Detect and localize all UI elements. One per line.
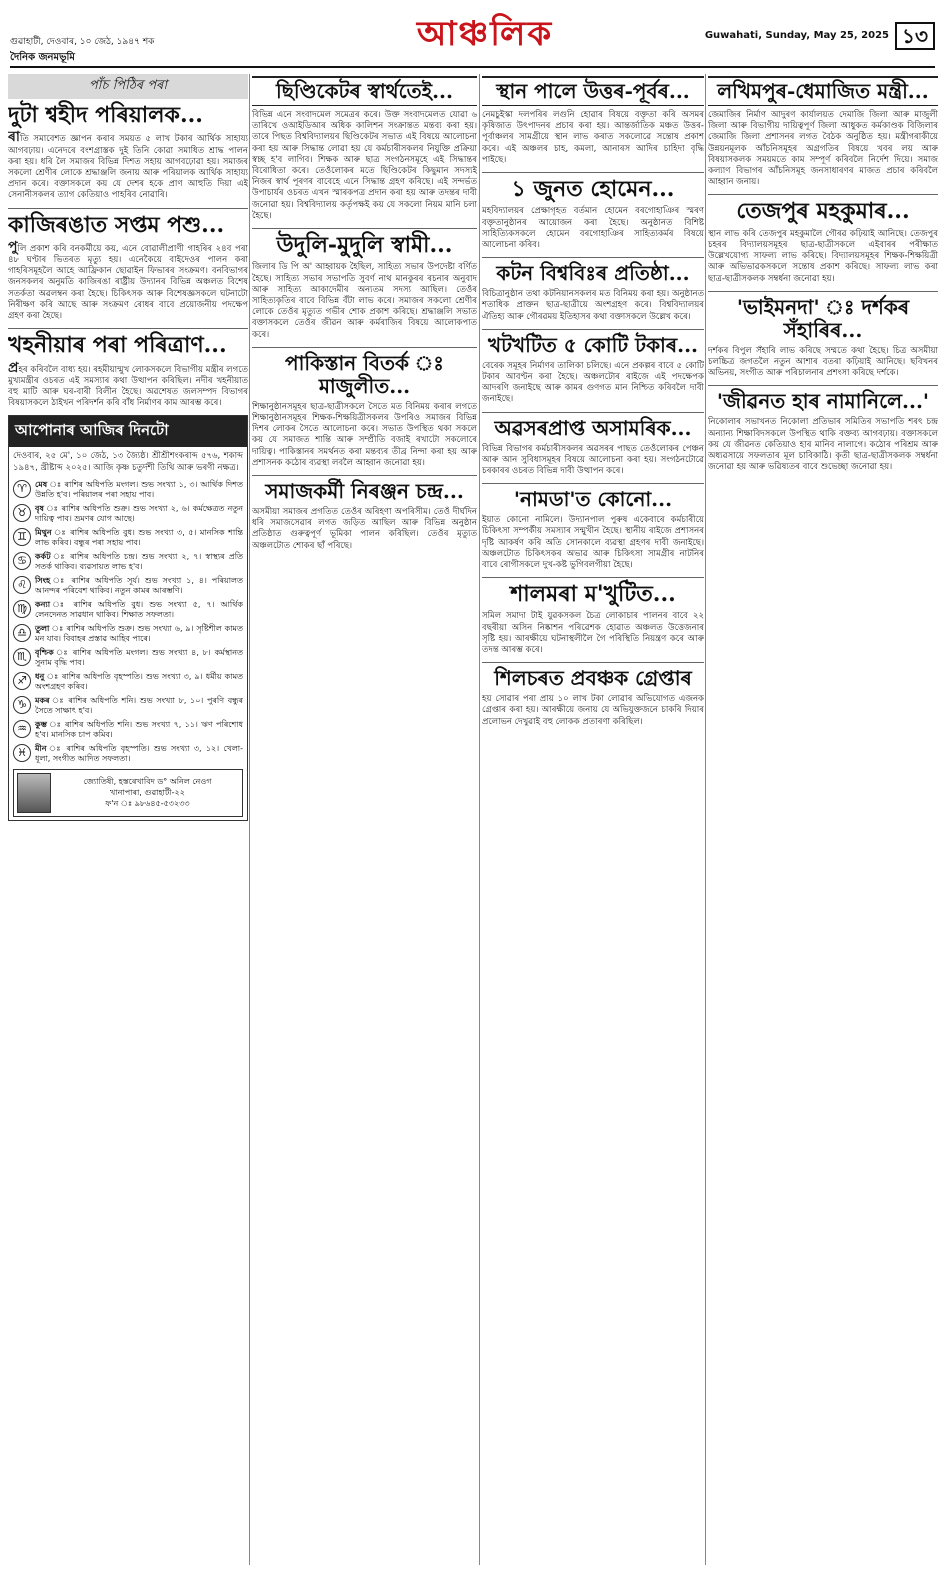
headline: সমাজকৰ্মী নিৰঞ্জন চন্দ্ৰ... (265, 478, 464, 503)
astrologer-phone: ফ'ন ঃ ৯৮৬৪৫-৫৩২৩৩ (105, 799, 190, 809)
zodiac-text: কুম্ভ ঃ ৰাশিৰ অধিপতি শনি। শুভ সংখ্যা ৭, ১১। ঋণ পৰিশোধ হ'ব। মানসিক চাপ কমিব। (35, 719, 243, 740)
headline: কাজিৰঙাত সপ্তম পশু... (8, 211, 225, 238)
divider (252, 228, 477, 229)
divider (482, 483, 704, 484)
headline: ছিণ্ডিকেটৰ স্বাৰ্থতেই... (252, 76, 477, 106)
page-number: ১৩ (895, 22, 935, 50)
column-2 (252, 74, 477, 1565)
zodiac-sign-name: মীন (35, 743, 47, 753)
divider (8, 208, 248, 209)
article-body: পুলি প্ৰকাশ কৰি বনকৰ্মীয়ে কয়, এনে বোৱালীপ্ৰাণী গাহৰিৰ ২৪ব পৰা ৪৮ ঘণ্টাৰ ভিতৰত মৃত্যু হয়। এনেকৈয়ে বাইদেওৰ পালন কৰা গাহৰিসমূহলৈ আহে আফ্ৰিকান ছোৱাইন ফিভাৰৰ সংক্ৰমণ। বনবিভাগৰ জনসকলৰ অনুমতি কাজিৰঙা ৰাষ্ট্ৰীয় উদ্যানৰ বিভিন্ন অঞ্চলত বিশেষ সতৰ্কতা অৱলম্বন কৰা হৈছে। চিকিৎসক আৰু বিশেষজ্ঞসকলে ঘটনাটো নিৰীক্ষণ কৰি আছে আৰু সংক্ৰমণ ৰোধৰ বাবে প্ৰয়োজনীয় পদক্ষেপ গ্ৰহণ কৰা হৈছে। (8, 238, 248, 322)
divider (252, 475, 477, 476)
divider (482, 172, 704, 173)
zodiac-forecast: ৰাশিৰ অধিপতি শুক্ৰ। শুভ সংখ্যা ৬, ৯। সৃষ্টিশীল কামত মন যাব। বিবাহৰ প্ৰস্তাৱ আহিব পাৰে। (35, 623, 243, 644)
headline: লখিমপুৰ-ধেমাজিত মন্ত্ৰী... (708, 76, 938, 106)
column-1 (8, 74, 248, 1565)
zodiac-sign-name: বৃষ (35, 503, 44, 513)
divider (8, 328, 248, 329)
zodiac-entry (13, 480, 243, 501)
article-body: মহবিদ্যালয়ৰ প্ৰেক্ষাগৃহত বৰ্তমান হোমেন বৰগোহাঞিৰ স্মৰণ বক্তৃতানুষ্ঠানৰ আয়োজন কৰা হৈছে। অনুষ্ঠানত বিশিষ্ট সাহিত্যিকসকলে হোমেন বৰগোহাঞিৰ সাহিত্যকৰ্মৰ বিষয়ে আলোচনা কৰিব। (482, 206, 704, 250)
article-body: নিকোলাৰ সভাখনত নিকোলা প্ৰতিভাৰ সমিতিৰ সভাপতি শৰৎ চন্দ্ৰ অন্যান্য শিক্ষাবিদসকলে উপস্থিত থাকি বক্তব্য আগবঢ়ায়। বক্তাসকলে কয় যে জীৱনত কেতিয়াও হাৰ মানিব নালাগে। কঠোৰ পৰিশ্ৰম আৰু অধ্যৱসায়ে সফলতাৰ মূল চাবিকাঠি। কৃতী ছাত্ৰ-ছাত্ৰীসকলক সম্বৰ্ধনা জনোৱা হয় আৰু ভৱিষ্যতৰ বাবে শুভেচ্ছা জনোৱা হয়। (708, 417, 938, 473)
zodiac-entry (13, 528, 243, 549)
zodiac-icon: ♓ (13, 744, 31, 762)
date-english: Guwahati, Sunday, May 25, 2025 (704, 30, 889, 41)
divider (708, 194, 938, 195)
headline: পাকিস্তান বিতৰ্ক ঃ মাজুলীত... (285, 350, 444, 398)
divider (482, 257, 704, 258)
column-4 (708, 74, 938, 1565)
divider (482, 412, 704, 413)
astrologer-card (13, 769, 243, 817)
column-divider (479, 74, 480, 1565)
headline: খটখটিত ৫ কোটি টকাৰ... (487, 332, 699, 357)
zodiac-icon: ♏ (13, 648, 31, 666)
zodiac-icon: ♌ (13, 576, 31, 594)
divider (482, 329, 704, 330)
zodiac-sign-name: মিথুন (35, 527, 52, 537)
zodiac-forecast: ৰাশিৰ অধিপতি মংগল। শুভ সংখ্যা ৪, ৮। কৰ্মস্থানত সুনাম বৃদ্ধি পাব। (35, 647, 243, 668)
zodiac-entry (13, 696, 243, 717)
column-divider (705, 74, 706, 1565)
article-body: বিভিন্ন এনে সংবাদমেল সমেত্ৰৰ কৰে। উক্ত সংবাদমেলত যোৱা ৬ তাৰিখে ওআইডিআৰ অধিক কালিশন সংক্ৰান্তত মন্তব্য কৰা হয়। তাৰে পিছত বিশ্ববিদ্যালয়ৰ ছিণ্ডিকেটৰ সভাত এই বিষয়ে আলোচনা কৰা হয় আৰু সিদ্ধান্ত লোৱা হয় যে কৰ্মচাৰীসকলৰ নিযুক্তি প্ৰক্ৰিয়া স্বচ্ছ হ'ব লাগিব। শিক্ষক আৰু ছাত্ৰ সংগঠনসমূহে এই সিদ্ধান্তৰ বিৰোধিতা কৰে। তেওঁলোকৰ মতে ছিণ্ডিকেটৰ কিছুমান সদস্যই নিজৰ স্বাৰ্থ পূৰণৰ বাবেহে এনে সিদ্ধান্ত গ্ৰহণ কৰিছে। এই সন্দৰ্ভত উপাচাৰ্যৰ ওচৰত এখন স্মাৰকপত্ৰ প্ৰদান কৰা হয় আৰু তদন্তৰ দাবী জনোৱা হয়। বিশ্ববিদ্যালয় কৰ্তৃপক্ষই কয় যে সকলো নিয়ম মানি চলা হৈছে। (252, 110, 477, 221)
zodiac-text: কৰ্কট ঃ ৰাশিৰ অধিপতি চন্দ্ৰ। শুভ সংখ্যা ২, ৭। স্বাস্থ্যৰ প্ৰতি সতৰ্ক থাকিব। ব্যৱসায়ত লাভ হ'ব। (35, 551, 243, 572)
headline: 'নামডা'ত কোনো... (513, 487, 673, 512)
zodiac-text: মেষ ঃ ৰাশিৰ অধিপতি মংগল। শুভ সংখ্যা ১, ৩। আৰ্থিক দিশত উন্নতি হ'ব। পৰিয়ালৰ পৰা সহায় পাব। (35, 479, 244, 500)
zodiac-icon: ♎ (13, 624, 31, 642)
zodiac-entry (13, 648, 243, 669)
headline: ১ জুনত হোমেন... (511, 176, 675, 203)
zodiac-entry (13, 720, 243, 741)
zodiac-entry (13, 600, 243, 621)
zodiac-forecast: ৰাশিৰ অধিপতি বুধ। শুভ সংখ্যা ৫, ৭। আৰ্থিক লেনদেনত সাৱধান থাকিব। শিক্ষাত সফলতা। (35, 599, 243, 620)
article-body: বেৰেক সমূহৰ নিৰ্মাণৰ তালিকা চলিছে। এনে প্ৰকল্পৰ বাবে ৫ কোটি টকাৰ আবণ্টন কৰা হৈছে। অঞ্চলটোৰ ৰাইজে এই পদক্ষেপক আদৰণি জনাইছে আৰু কামৰ গুণগত মান নিশ্চিত কৰিবলৈ দাবী জনাইছে। (482, 360, 704, 405)
zodiac-entry (13, 576, 243, 597)
headline: স্থান পালে উত্তৰ-পূৰ্বৰ... (482, 76, 704, 106)
divider (482, 577, 704, 578)
zodiac-sign-name: বৃশ্চিক (35, 647, 54, 657)
article-body: অসমীয়া সমাজৰ প্ৰগতিত তেওঁৰ অৰিহণা অপৰিসীম। তেওঁ দীৰ্ঘদিন ধৰি সমাজসেৱাৰ লগত জড়িত আছিল আৰু বিভিন্ন অনুষ্ঠান প্ৰতিষ্ঠাত গুৰুত্বপূৰ্ণ ভূমিকা পালন কৰিছিল। তেওঁৰ মৃত্যুত অঞ্চলটোত শোকৰ ছাঁ পৰিছে। (252, 506, 477, 551)
section-title: আঞ্চলিক (416, 14, 554, 54)
zodiac-icon: ♈ (13, 480, 31, 498)
article-body: ইয়াত কোনো নামিলে। উদ্যানপাল পুৰুষ একেবাৰে কৰ্মচাৰীয়ে চিকিৎসা সম্পৰ্কীয় সমস্যাৰ সন্মুখীন হৈছে। স্থানীয় ৰাইজে প্ৰশাসনৰ দৃষ্টি আকৰ্ষণ কৰি অতি সোনকালে ব্যৱস্থা গ্ৰহণৰ দাবী জনাইছে। অঞ্চলটোত চিকিৎসকৰ অভাৱ আৰু চিকিৎসা সামগ্ৰীৰ নাটনিৰ বাবে ৰোগীসকলে দুখ-কষ্ট ভুগিবলগীয়া হৈছে। (482, 515, 704, 570)
divider (252, 347, 477, 348)
zodiac-sign-name: মেষ (35, 479, 48, 489)
zodiac-sign-name: তুলা (35, 623, 50, 633)
zodiac-forecast: ৰাশিৰ অধিপতি শনি। শুভ সংখ্যা ৮, ১০। পুৰণি বন্ধুৰ সৈতে সাক্ষাৎ হ'ব। (35, 695, 244, 716)
astrologer-address: খানাপাৰা, গুৱাহাটী-২২ (110, 788, 185, 798)
zodiac-entry (13, 744, 243, 765)
article-body: জেমাজিৰ নিৰ্মাণ আদুৰণ কাৰ্যালয়ত দেমাজি জিলা আৰু মাজুলী জিলা আৰু বিভাগীয় দায়িত্বপূৰ্ণ জিলা আধুকত কৰ্মকাণ্ডক বিজিলাৰ জেমাজি জিলা প্ৰশাসনৰ লগত বৈঠক অনুষ্ঠিত হয়। মন্ত্ৰীগৰাকীয়ে উন্নয়নমূলক আঁচনিসমূহৰ অগ্ৰগতিৰ বিষয়ে খবৰ লয় আৰু বিষয়াসকলক সময়মতে কাম সম্পূৰ্ণ কৰিবলৈ নিৰ্দেশ দিয়ে। সমাজ কল্যাণ বিভাগৰ আঁচনিসমূহ জনসাধাৰণৰ মাজত প্ৰচাৰ কৰিবলৈ আহ্বান জনায়। (708, 110, 938, 188)
article-body: নেমচুইস্কা দলপৰিৰ লগুনি হোৱাৰ বিষয়ে বক্তৃতা কৰি অসমৰ কৃষিজাত উৎপাদনৰ প্ৰচাৰ কৰা হয়। আন্তৰ্জাতিক মঞ্চত উত্তৰ-পূৰ্বাঞ্চলৰ সামগ্ৰীয়ে স্থান লাভ কৰাত সকলোৱে সন্তোষ প্ৰকাশ কৰে। এই অঞ্চলৰ চাহ, কমলা, আনাৰস আদিৰ চাহিদা বৃদ্ধি পাইছে। (482, 110, 704, 165)
zodiac-entry (13, 552, 243, 573)
zodiac-sign-name: সিংহ (35, 575, 51, 585)
zodiac-sign-name: কুম্ভ (35, 719, 47, 729)
article-body: জিলাৰ ডি পি অ' আহ্বায়ক হৈছিল, সাহিত্য সভাৰ উপদেষ্টা বৰ্ণিত হৈছে। সাহিত্য সভাৰ সভাপতি সুবৰ্ণ নাথ মানকুৰৰ ৰচনাৰ অনুবাদ আৰু সাহিত্য আকাদেমীৰ অন্যতম সদস্য আছিল। তেওঁৰ সাহিত্যকৃতিৰ বাবে বিভিন্ন বঁটা লাভ কৰে। সমাজৰ সকলো শ্ৰেণীৰ লোকে তেওঁৰ মৃত্যুত গভীৰ শোক প্ৰকাশ কৰিছে। শ্ৰদ্ধাঞ্জলি সভাত বক্তাসকলে তেওঁৰ জীৱন আৰু কৰ্মৰাজিৰ বিষয়ে আলোকপাত কৰে। (252, 262, 477, 340)
column-3 (482, 74, 704, 1565)
divider (708, 291, 938, 292)
zodiac-forecast: ৰাশিৰ অধিপতি সূৰ্য। শুভ সংখ্যা ১, ৪। পৰিয়ালত আনন্দৰ পৰিবেশ থাকিব। নতুন কামৰ আৰম্ভণি। (35, 575, 243, 596)
masthead (10, 8, 935, 68)
zodiac-icon: ♊ (13, 528, 31, 546)
headline: 'জীৱনত হাৰ নামানিলে...' (716, 389, 930, 414)
zodiac-icon: ♉ (13, 504, 31, 522)
article-body: হয় সোৱাৰ পৰা প্ৰায় ১০ লাখ টকা লোৱাৰ অভিযোগত এজনক গ্ৰেপ্তাৰ কৰা হয়। আৰক্ষীয়ে জনায় যে অভিযুক্তজনে চাকৰি দিয়াৰ প্ৰলোভন দেখুৱাই বহু লোকক প্ৰতাৰণা কৰিছিল। (482, 694, 704, 727)
article-body: শিক্ষানুষ্ঠানসমূহৰ ছাত্ৰ-ছাত্ৰীসকলে সৈতে মত বিনিময় কৰাৰ লগতে শিক্ষানুষ্ঠানসমূহৰ শিক্ষক-শিক্ষয়িত্ৰীসকলৰ উপৰিও সমাজৰ বিভিন্ন দিশৰ লোকৰ সৈতে আলোচনা কৰে। সভাত উপস্থিত থকা সকলে কয় যে সমাজত শান্তি আৰু সম্প্ৰীতি বজাই ৰখাটো সকলোৰে দায়িত্ব। পাকিস্তানৰ সমৰ্থনত কৰা মন্তব্যৰ তীব্ৰ নিন্দা কৰা হয় আৰু প্ৰশাসনক কঠোৰ ব্যৱস্থা লবলৈ আহ্বান জনোৱা হয়। (252, 401, 477, 468)
zodiac-text: বৃষ ঃ ৰাশিৰ অধিপতি শুক্ৰ। শুভ সংখ্যা ২, ৬। কৰ্মক্ষেত্ৰত নতুন দায়িত্ব পাব। ভ্ৰমণৰ যোগ আছে। (35, 503, 244, 524)
divider (482, 662, 704, 663)
zodiac-text: বৃশ্চিক ঃ ৰাশিৰ অধিপতি মংগল। শুভ সংখ্যা ৪, ৮। কৰ্মস্থানত সুনাম বৃদ্ধি পাব। (35, 647, 243, 668)
zodiac-forecast: ৰাশিৰ অধিপতি চন্দ্ৰ। শুভ সংখ্যা ২, ৭। স্বাস্থ্যৰ প্ৰতি সতৰ্ক থাকিব। ব্যৱসায়ত লাভ হ'ব। (35, 551, 243, 572)
article-body: স্থান লাভ কৰি তেজপুৰ মহকুমালৈ গৌৰৱ কঢ়িয়াই আনিছে। তেজপুৰ চহৰৰ বিদ্যালয়সমূহৰ ছাত্ৰ-ছাত্ৰীসকলে এইবাৰৰ পৰীক্ষাত উল্লেখযোগ্য সাফল্য লাভ কৰিছে। বিদ্যালয়সমূহৰ শিক্ষক-শিক্ষয়িত্ৰী আৰু অভিভাৱকসকলে সন্তোষ প্ৰকাশ কৰিছে। সাফল্য লাভ কৰা ছাত্ৰ-ছাত্ৰীসকলক সম্বৰ্ধনা জনোৱা হয়। (708, 228, 938, 284)
horoscope-box (8, 415, 248, 820)
article-body: ৰাতি সমাবেশত জ্ঞাপন কৰাৰ সময়ত ৫ লাখ টকাৰ আৰ্থিক সাহায্য আগবঢ়ায়। এনেদৰে বংশগ্ৰাস্তক দুই তিনি কোৱা সমাধিত শ্ৰাদ্ধ পালন কৰা হয়। ধৰি লৈ সমাজৰ বিভিন্ন দিশত সহায় আগবঢ়োৱা হয়। সমাজৰ সকলো শ্ৰেণীৰ লোকে শ্ৰদ্ধাঞ্জলি জনায় আৰু পৰিয়ালক আৰ্থিক সাহায্য প্ৰদান কৰে। বক্তাসকলে কয় যে দেশৰ হকে প্ৰাণ আহুতি দিয়া এই সেনানীসকলৰ ত্যাগ কেতিয়াও পাহৰিব নোৱাৰি। (8, 129, 248, 201)
astrologer-info (56, 776, 239, 809)
zodiac-list (13, 480, 243, 765)
zodiac-forecast: ৰাশিৰ অধিপতি শুক্ৰ। শুভ সংখ্যা ২, ৬। কৰ্মক্ষেত্ৰত নতুন দায়িত্ব পাব। ভ্ৰমণৰ যোগ আছে। (35, 503, 244, 524)
zodiac-text: ধনু ঃ ৰাশিৰ অধিপতি বৃহস্পতি। শুভ সংখ্যা ৩, ৯। ধৰ্মীয় কামত অংশগ্ৰহণ কৰিব। (35, 671, 244, 692)
masthead-left (10, 36, 154, 64)
zodiac-icon: ♐ (13, 672, 31, 690)
article-body: সমিল সমাদা টাই যুৱকসকল চৈত্ৰ লোকাচাৰ পালনৰ বাবে ২২ বছৰীয়া অসিন নিষ্কাশন পৰিৱেশক হোৱাত অঞ্চলত উত্তেজনাৰ সৃষ্টি হয়। আৰক্ষীয়ে ঘটনাস্থলীলৈ গৈ পৰিস্থিতি নিয়ন্ত্ৰণ কৰে আৰু তদন্ত আৰম্ভ কৰে। (482, 611, 704, 656)
headline: শালমৰা ম'খুটিত... (510, 581, 676, 608)
zodiac-entry (13, 672, 243, 693)
headline: উদুলি-মুদুলি স্বামী... (276, 232, 453, 259)
zodiac-icon: ♑ (13, 696, 31, 714)
zodiac-forecast: ৰাশিৰ অধিপতি শনি। শুভ সংখ্যা ৭, ১১। ঋণ পৰিশোধ হ'ব। মানসিক চাপ কমিব। (35, 719, 243, 740)
column-divider (249, 74, 250, 1565)
zodiac-text: সিংহ ঃ ৰাশিৰ অধিপতি সূৰ্য। শুভ সংখ্যা ১, ৪। পৰিয়ালত আনন্দৰ পৰিবেশ থাকিব। নতুন কামৰ আৰম্ভণি। (35, 575, 243, 596)
zodiac-icon: ♍ (13, 600, 31, 618)
zodiac-forecast: ৰাশিৰ অধিপতি বৃহস্পতি। শুভ সংখ্যা ৩, ৯। ধৰ্মীয় কামত অংশগ্ৰহণ কৰিব। (35, 671, 244, 692)
headline: কটন বিশ্ববিঃৰ প্ৰতিষ্ঠা... (496, 261, 690, 286)
horoscope-intro: দেওবাৰ, ২৫ মে', ১০ জেঠ, ১৩ জ্যৈষ্ঠ। শ্ৰীশ্ৰীশংকৰাব্দ ৫৭৬, শকাব্দ ১৯৪৭, খ্ৰীষ্টাব্দ ২০২৫। আজি কৃষ্ণ চতুৰ্দশী তিথি আৰু ভৰণী নক্ষত্ৰ। (13, 451, 243, 473)
zodiac-entry (13, 624, 243, 645)
headline: দুটা শ্বহীদ পৰিয়ালক... (8, 102, 203, 128)
paper-name: দৈনিক জনমভূমি (10, 52, 75, 63)
astrologer-name: জ্যোতিষী, হস্তৰেখাবিদ ড° অনিল নেওগ (83, 777, 212, 787)
zodiac-text: কন্যা ঃ ৰাশিৰ অধিপতি বুধ। শুভ সংখ্যা ৫, ৭। আৰ্থিক লেনদেনত সাৱধান থাকিব। শিক্ষাত সফলতা। (35, 599, 243, 620)
headline: খহনীয়াৰ পৰা পৰিত্ৰাণ... (8, 332, 227, 359)
article-body: দৰ্শকৰ বিপুল সঁহাৰি লাভ কৰিছে সম্মতে কথা হৈছে। চিত্ৰ অসমীয়া চলচ্চিত্ৰ জগতলৈ নতুন আশাৰ বতৰা কঢ়িয়াই আনিছে। ছবিখনৰ অভিনয়, সংগীত আৰু পৰিচালনাৰ প্ৰশংসা কৰিছে দৰ্শকে। (708, 345, 938, 379)
zodiac-text: মীন ঃ ৰাশিৰ অধিপতি বৃহস্পতি। শুভ সংখ্যা ৩, ১২। খেলা-ধূলা, সংগীত আদিত সফলতা। (35, 743, 244, 764)
astrologer-photo (17, 773, 51, 813)
continued-kicker: পাঁচ পিঠিৰ পৰা (8, 74, 248, 99)
zodiac-icon: ♒ (13, 720, 31, 738)
headline: অৱসৰপ্ৰাপ্ত অসামৰিক... (494, 415, 692, 440)
zodiac-sign-name: কৰ্কট (35, 551, 51, 561)
zodiac-forecast: ৰাশিৰ অধিপতি বুধ। শুভ সংখ্যা ৩, ৫। মানসিক শান্তি লাভ কৰিব। বন্ধুৰ পৰা সহায় পাব। (35, 527, 244, 548)
zodiac-text: তুলা ঃ ৰাশিৰ অধিপতি শুক্ৰ। শুভ সংখ্যা ৬, ৯। সৃষ্টিশীল কামত মন যাব। বিবাহৰ প্ৰস্তাৱ আহিব পাৰে। (35, 623, 243, 644)
zodiac-entry (13, 504, 243, 525)
article-body: প্ৰহৰ কৰিবলৈ বাধ্য হয়। ৰহমীয়ান্মুখ লোকসকলে বিভাগীয় মন্ত্ৰীৰ লগতে মুখ্যমন্ত্ৰীৰ ওচৰত এই সমস্যাৰ কথা উত্থাপন কৰিছিল। নদীৰ খহনীয়াত বহু মাটি আৰু ঘৰ-বাৰী বিলীন হৈছে। অৱশেষত জলসম্পদ বিভাগৰ বিষয়াসকলে ঠাইখন পৰিদৰ্শন কৰি বাঁধ নিৰ্মাণৰ কাম আৰম্ভ কৰে। (8, 359, 248, 409)
article-body: বিচিত্ৰানুষ্ঠান তথা কটনিয়ানসকলৰ মত বিনিময় কৰা হয়। অনুষ্ঠানত শতাধিক প্ৰাক্তন ছাত্ৰ-ছাত্ৰীয়ে অংশগ্ৰহণ কৰে। বিশ্ববিদ্যালয়ৰ ঐতিহ্য আৰু গৌৰৱময় ইতিহাসৰ কথা বক্তাসকলে উল্লেখ কৰে। (482, 289, 704, 322)
date-local: গুৱাহাটী, দেওবাৰ, ১০ জেঠ, ১৯৪৭ শক (10, 37, 155, 47)
divider (708, 385, 938, 386)
article-body: বিভিন্ন বিভাগৰ কৰ্মচাৰীসকলৰ অৱসৰৰ পাছত তেওঁলোকৰ পেঞ্চন আৰু আন সুবিধাসমূহৰ বিষয়ে আলোচনা কৰা হয়। সংগঠনটোৱে চৰকাৰৰ ওচৰত বিভিন্ন দাবী উত্থাপন কৰে। (482, 443, 704, 476)
zodiac-icon: ♋ (13, 552, 31, 570)
zodiac-forecast: ৰাশিৰ অধিপতি মংগল। শুভ সংখ্যা ১, ৩। আৰ্থিক দিশত উন্নতি হ'ব। পৰিয়ালৰ পৰা সহায় পাব। (35, 479, 244, 500)
zodiac-sign-name: মকৰ (35, 695, 50, 705)
zodiac-sign-name: ধনু (35, 671, 45, 681)
headline: 'ভাইমনদা' ঃ দৰ্শকৰ সঁহাৰিৰ... (736, 294, 910, 342)
zodiac-sign-name: কন্যা (35, 599, 51, 609)
zodiac-forecast: ৰাশিৰ অধিপতি বৃহস্পতি। শুভ সংখ্যা ৩, ১২। খেলা-ধূলা, সংগীত আদিত সফলতা। (35, 743, 244, 764)
zodiac-text: মিথুন ঃ ৰাশিৰ অধিপতি বুধ। শুভ সংখ্যা ৩, ৫। মানসিক শান্তি লাভ কৰিব। বন্ধুৰ পৰা সহায় পাব। (35, 527, 244, 548)
headline: তেজপুৰ মহকুমাৰ... (736, 198, 910, 225)
headline: শিলচৰত প্ৰবঞ্চক গ্ৰেপ্তাৰ (494, 666, 692, 691)
zodiac-text: মকৰ ঃ ৰাশিৰ অধিপতি শনি। শুভ সংখ্যা ৮, ১০। পুৰণি বন্ধুৰ সৈতে সাক্ষাৎ হ'ব। (35, 695, 244, 716)
horoscope-title: আপোনাৰ আজিৰ দিনটো (9, 416, 247, 447)
